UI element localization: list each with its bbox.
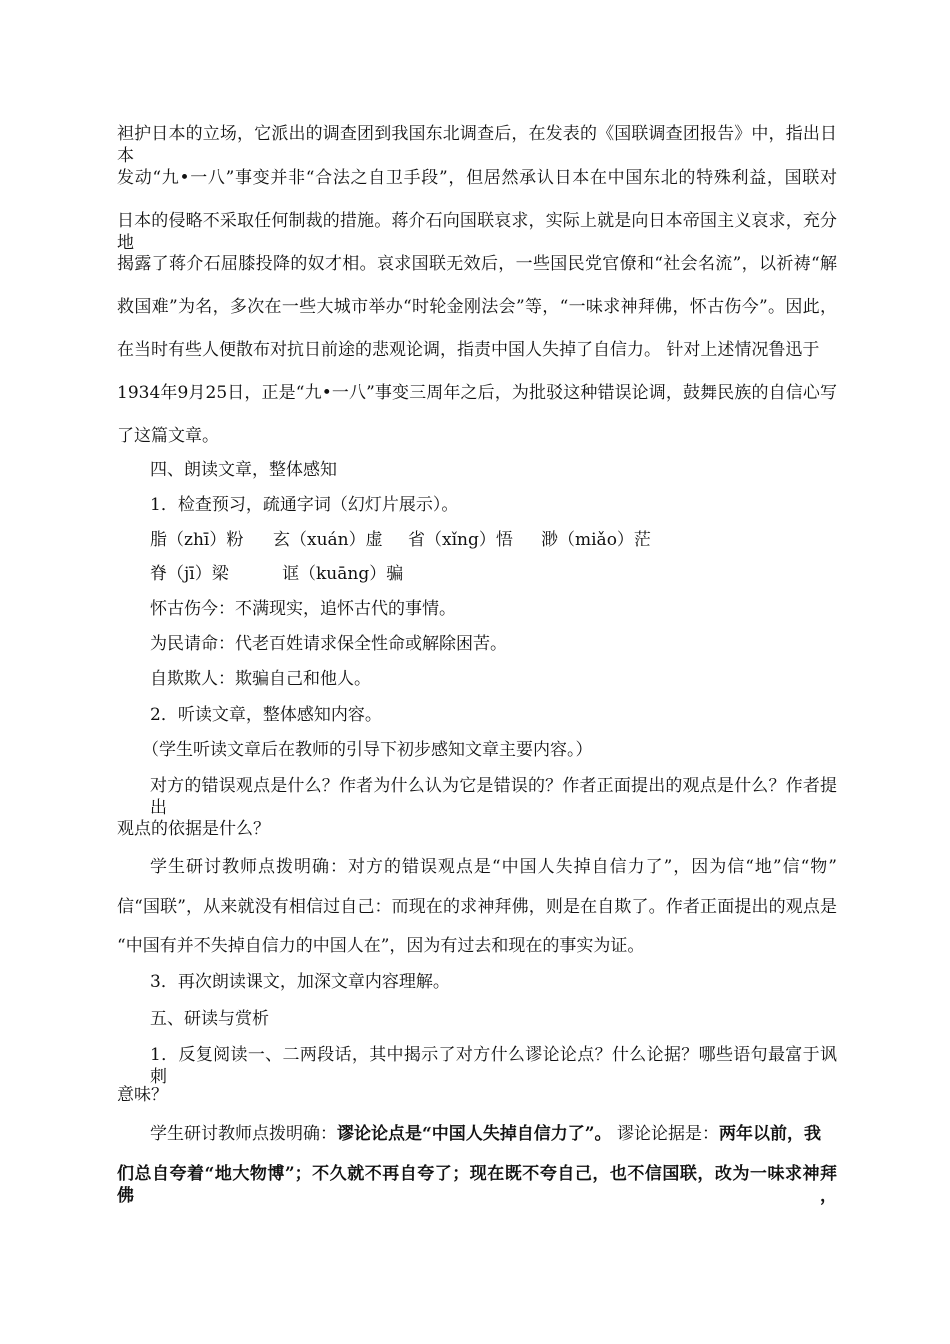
paragraph-line: 发动“九•一八”事变并非“合法之自卫手段”，但居然承认日本在中国东北的特殊利益，国联对 [117,168,837,188]
question-line: 意味？ [117,1085,168,1105]
answer-line: 学生研讨教师点拨明确：对方的错误观点是“中国人失掉自信力了”，因为信“地”信“物” [150,857,837,877]
vocab-item: 省（xǐng）悟 [408,530,513,550]
paragraph-line: 了这篇文章。 [117,426,219,446]
list-item: 2．听读文章，整体感知内容。 [150,705,382,725]
answer-prefix: 学生研讨教师点拨明确： [150,1124,337,1144]
answer-mid: 谬论论据是： [611,1124,719,1144]
answer-line: 信“国联”，从来就没有相信过自己：而现在的求神拜佛，则是在自欺了。作者正面提出的观点是 [117,897,837,917]
answer-line: 们总自夸着“地大物博”；不久就不再自夸了；现在既不夸自己，也不信国联，改为一味求神拜佛， [117,1164,837,1206]
list-item: 3．再次朗读课文，加深文章内容理解。 [150,972,450,992]
vocab-item: 渺（miǎo）茫 [541,530,651,550]
vocab-item: 脊（jī）梁 [150,564,229,584]
paragraph-line: 日本的侵略不采取任何制裁的措施。蒋介石向国联哀求，实际上就是向日本帝国主义哀求，充分地 [117,211,837,253]
answer-line: “中国有并不失掉自信力的中国人在”，因为有过去和现在的事实为证。 [117,936,645,956]
paragraph-line: 在当时有些人便散布对抗日前途的悲观论调，指责中国人失掉了自信力。 针对上述情况鲁迅于 [117,340,820,360]
question-line: 对方的错误观点是什么？作者为什么认为它是错误的？作者正面提出的观点是什么？作者提出 [150,776,837,818]
question-line: 1．反复阅读一、二两段话，其中揭示了对方什么谬论论点？什么论据？哪些语句最富于讽刺 [150,1045,837,1087]
definition: 为民请命：代老百姓请求保全性命或解除困苦。 [150,634,507,654]
vocab-item: 诓（kuāng）骗 [282,564,404,584]
list-item: 1．检查预习，疏通字词（幻灯片展示）。 [150,495,459,515]
answer-bold: 两年以前，我 [718,1124,821,1144]
definition: 怀古伤今：不满现实，追怀古代的事情。 [150,599,456,619]
paragraph-line: 1934年9月25日，正是“九•一八”事变三周年之后，为批驳这种错误论调，鼓舞民族的自信心写 [117,383,837,403]
section-heading: 五、研读与赏析 [150,1009,269,1029]
answer-bold: 谬论论点是“中国人失掉自信力了”。 [337,1124,612,1144]
definition: 自欺欺人：欺骗自己和他人。 [150,669,371,689]
vocab-item: 脂（zhī）粉 [150,530,244,550]
paragraph-line: 袒护日本的立场，它派出的调查团到我国东北调查后，在发表的《国联调查团报告》中，指出日本 [117,124,837,166]
question-line: 观点的依据是什么？ [117,819,270,839]
section-heading: 四、朗读文章，整体感知 [150,460,337,480]
vocab-item: 玄（xuán）虚 [273,530,383,550]
paragraph-line: 揭露了蒋介石屈膝投降的奴才相。哀求国联无效后，一些国民党官僚和“社会名流”，以祈祷“解 [117,254,837,274]
paragraph-line: 救国难”为名，多次在一些大城市举办“时轮金刚法会”等，“一味求神拜佛，怀古伤今”。因此， [117,297,837,317]
answer-line [150,1123,837,1145]
note: （学生听读文章后在教师的引导下初步感知文章主要内容。） [142,740,593,760]
